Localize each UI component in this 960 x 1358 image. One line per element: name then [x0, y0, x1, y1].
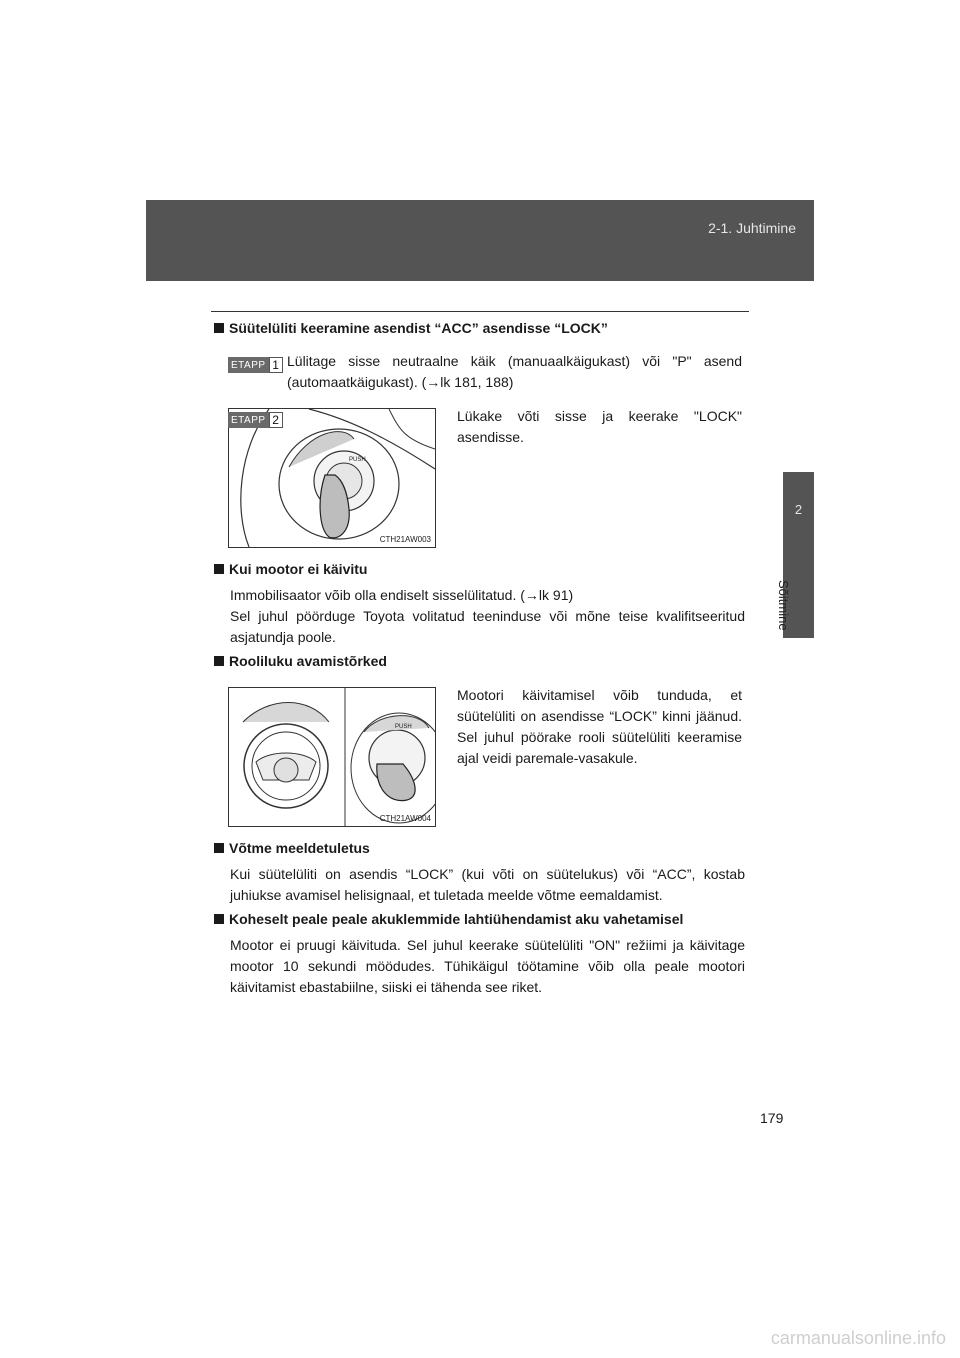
- figure-code: CTH21AW004: [379, 814, 431, 823]
- ignition-key-figure: [228, 408, 436, 548]
- heading-no-start: Kui mootor ei käivitu: [214, 561, 367, 577]
- svg-text:PUSH: PUSH: [349, 457, 366, 463]
- no-start-text-1: Immobilisaator võib olla endiselt sisselülitatud. (→lk 91): [230, 587, 574, 603]
- figure-code: CTH21AW003: [379, 535, 431, 544]
- bullet-square-icon: [214, 843, 224, 853]
- heading-battery: Koheselt peale peale akuklemmide lahtiühendamist aku vahetamisel: [214, 911, 683, 927]
- chapter-number: 2: [794, 502, 803, 517]
- watermark: carmanualsonline.info: [770, 1328, 946, 1348]
- section-title: 2-1. Juhtimine: [708, 220, 796, 236]
- chapter-header-band: [146, 200, 814, 281]
- page-number: 179: [760, 1110, 784, 1126]
- no-start-text-2: Sel juhul pöörduge Toyota volitatud teeninduse või mõne teise kvalifitseeritud asjatundja poole.: [230, 608, 745, 645]
- step-1-badge: ETAPP 1: [228, 357, 283, 373]
- bullet-square-icon: [214, 323, 224, 333]
- heading-acc-to-lock: Süütelüliti keeramine asendist “ACC” asendisse “LOCK”: [214, 320, 608, 336]
- ignition-key-illustration: [229, 409, 435, 547]
- bullet-square-icon: [214, 656, 224, 666]
- step-2-text: Lükake võti sisse ja keerake "LOCK" asendisse.: [457, 408, 742, 445]
- step-1-text: Lülitage sisse neutraalne käik (manuaalkäigukast) või "P" asend (automaatkäigukast). (→lk 181, 188): [287, 353, 742, 390]
- top-rule: [211, 311, 749, 312]
- battery-text: Mootor ei pruugi käivituda. Sel juhul keerake süütelüliti "ON" režiimi ja käivitage mootor 10 sekundi möödudes. Tühikäigul töötamine võib olla peale mootori käivitamist ebastabiilne, siiski ei tähenda see riket.: [230, 937, 745, 995]
- bullet-square-icon: [214, 914, 224, 924]
- steering-wheel-illustration: [229, 688, 435, 826]
- heading-steering-lock: Rooliluku avamistõrked: [214, 653, 387, 669]
- step-2-badge: ETAPP 2: [228, 412, 283, 428]
- heading-key-reminder: Võtme meeldetuletus: [214, 840, 370, 856]
- bullet-square-icon: [214, 564, 224, 574]
- steering-text: Mootori käivitamisel võib tunduda, et süütelüliti on asendisse “LOCK” kinni jäänud. Sel juhul pöörake rooli süütelüliti keeramise ajal veidi paremale-vasakule.: [457, 687, 742, 766]
- steering-figure: [228, 687, 436, 827]
- svg-text:PUSH: PUSH: [395, 724, 412, 730]
- chapter-side-label: Sõitmine: [776, 580, 791, 631]
- reminder-text: Kui süütelüliti on asendis “LOCK” (kui võti on süütelukus) või “ACC”, kostab juhiukse avamisel helisignaal, et tuletada meelde võtme eemaldamist.: [230, 866, 745, 903]
